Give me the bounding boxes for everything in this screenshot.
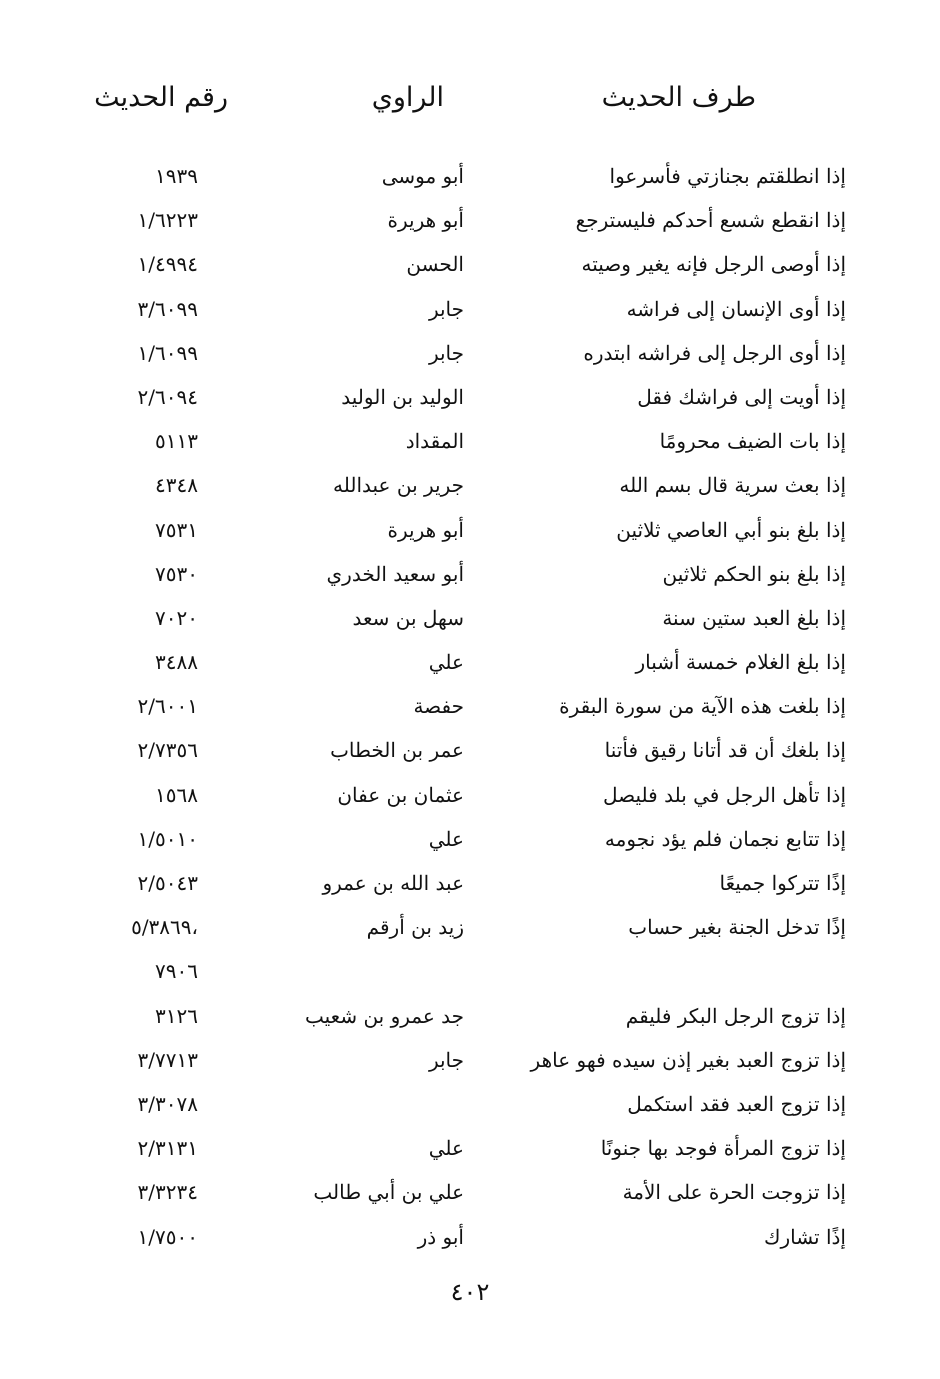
hadith-number-cell: ٢/٦٠٩٤ [137, 384, 198, 409]
hadith-number-cell: ١/٥٠١٠ [137, 826, 198, 851]
hadith-start-cell: إذًا تشارك [763, 1224, 846, 1249]
hadith-number-cell: ١/٦٢٢٣ [137, 208, 198, 233]
narrator-cell: أبو هريرة [387, 517, 464, 542]
hadith-start-cell: إذا أوى الرجل إلى فراشه ابتدره [583, 340, 846, 365]
table-row [0, 560, 940, 604]
narrator-cell: عمر بن الخطاب [330, 738, 464, 763]
table-row [0, 781, 940, 825]
table-row [0, 1002, 940, 1046]
hadith-number-cell: ٣١٢٦ [155, 1003, 198, 1028]
hadith-start-cell: إذا انطلقتم بجنازتي فأسرعوا [609, 164, 846, 188]
hadith-number-cell: ٧٥٣٠ [155, 561, 198, 586]
hadith-number-cell: ٣/٧٧١٣ [137, 1047, 198, 1072]
table-row [0, 869, 940, 913]
table-header [0, 82, 940, 132]
header-hadith-number: رقم الحديث [94, 82, 228, 113]
narrator-cell: الحسن [406, 252, 464, 277]
table-row [0, 295, 940, 339]
hadith-start-cell: إذا أوصى الرجل فإنه يغير وصيته [581, 252, 846, 277]
hadith-start-cell: إذا بعث سرية قال بسم الله [619, 473, 846, 498]
narrator-cell: الوليد بن الوليد [341, 384, 464, 409]
hadith-number-cell: ٧٠٢٠ [155, 605, 198, 630]
table-row [0, 250, 940, 294]
table-row [0, 1134, 940, 1178]
hadith-number-cell: ٢/٥٠٤٣ [137, 871, 198, 895]
narrator-cell: حفصة [413, 694, 464, 719]
narrator-cell: علي [428, 650, 464, 675]
narrator-cell: جرير بن عبدالله [333, 473, 464, 498]
hadith-start-cell: إذا تزوج الرجل البكر فليقم [625, 1003, 846, 1028]
hadith-start-cell: إذًا تدخل الجنة بغير حساب [628, 915, 846, 940]
hadith-number-cell: ١/٤٩٩٤ [137, 252, 198, 277]
table-row [0, 1090, 940, 1134]
hadith-start-cell: إذا تتابع نجمان فلم يؤد نجومه [604, 826, 846, 851]
hadith-start-cell: إذا تزوج العبد بغير إذن سيده فهو عاهر [530, 1047, 846, 1072]
hadith-start-cell: إذا تأهل الرجل في بلد فليصل [603, 782, 846, 807]
hadith-number-cell: ٢/٦٠٠١ [137, 694, 198, 719]
hadith-start-cell: إذا أوى الإنسان إلى فراشه [626, 296, 846, 321]
hadith-start-cell: إذا بلغ العبد ستين سنة [662, 605, 846, 630]
hadith-number-cell: ١٩٣٩ [155, 164, 198, 188]
hadith-number-cell: ٢/٧٣٥٦ [137, 738, 198, 763]
hadith-start-cell: إذا بات الضيف محرومًا [659, 429, 846, 454]
narrator-cell: علي [428, 1136, 464, 1161]
table-row [0, 339, 940, 383]
table-row [0, 1178, 940, 1222]
hadith-number-cell: ٣/٦٠٩٩ [137, 296, 198, 321]
hadith-start-cell: إذًا تتركوا جميعًا [719, 871, 846, 895]
hadith-start-cell: إذا تزوجت الحرة على الأمة [622, 1180, 846, 1205]
narrator-cell: زيد بن أرقم [366, 915, 464, 940]
hadith-index-table [0, 162, 940, 1267]
narrator-cell: علي بن أبي طالب [313, 1180, 464, 1205]
hadith-start-cell: إذا انقطع شسع أحدكم فليسترجع [575, 208, 846, 233]
narrator-cell: عثمان بن عفان [337, 782, 464, 807]
narrator-cell: أبو موسى [381, 164, 464, 188]
hadith-number-cell: ٢/٣١٣١ [137, 1136, 198, 1161]
table-row [0, 427, 940, 471]
hadith-number-cell: ٧٩٠٦ [155, 959, 198, 984]
table-row [0, 648, 940, 692]
hadith-start-cell: إذا بلغك أن قد أتانا رقيق فأتنا [604, 738, 846, 763]
header-narrator: الراوي [371, 82, 444, 113]
table-row [0, 206, 940, 250]
narrator-cell: أبو سعيد الخدري [326, 561, 464, 586]
table-row [0, 825, 940, 869]
narrator-cell: جد عمرو بن شعيب [305, 1003, 464, 1028]
table-row [0, 471, 940, 515]
narrator-cell: سهل بن سعد [352, 605, 464, 630]
header-hadith-start: طرف الحديث [601, 82, 756, 113]
hadith-number-cell: ٣٤٨٨ [155, 650, 198, 675]
table-row [0, 383, 940, 427]
narrator-cell: جابر [428, 296, 464, 321]
hadith-start-cell: إذا بلغ الغلام خمسة أشبار [635, 650, 846, 675]
hadith-number-cell: ١/٦٠٩٩ [137, 340, 198, 365]
hadith-number-cell: ١٥٦٨ [155, 782, 198, 807]
hadith-number-cell: ٥١١٣ [155, 429, 198, 454]
page-number: ٤٠٢ [450, 1278, 490, 1306]
table-row [0, 692, 940, 736]
hadith-start-cell: إذا تزوج المرأة فوجد بها جنونًا [600, 1136, 846, 1161]
narrator-cell: أبو هريرة [387, 208, 464, 233]
table-row [0, 1046, 940, 1090]
table-row [0, 516, 940, 560]
narrator-cell: المقداد [405, 429, 464, 454]
hadith-number-cell: ٣/٣٢٣٤ [137, 1180, 198, 1205]
narrator-cell: جابر [428, 1047, 464, 1072]
table-row [0, 913, 940, 957]
hadith-number-cell: ١/٧٥٠٠ [137, 1224, 198, 1249]
hadith-number-cell: ٥/٣٨٦٩، [131, 915, 198, 940]
narrator-cell: جابر [428, 340, 464, 365]
hadith-start-cell: إذا أويت إلى فراشك فقل [637, 384, 846, 409]
hadith-number-cell: ٤٣٤٨ [155, 473, 198, 498]
narrator-cell: أبو ذر [417, 1224, 464, 1249]
hadith-start-cell: إذا تزوج العبد فقد استكمل [627, 1091, 846, 1116]
table-row [0, 604, 940, 648]
hadith-number-cell: ٣/٣٠٧٨ [137, 1091, 198, 1116]
hadith-start-cell: إذا بلغت هذه الآية من سورة البقرة [559, 694, 846, 719]
table-row [0, 957, 940, 1001]
hadith-number-cell: ٧٥٣١ [155, 517, 198, 542]
narrator-cell: علي [428, 826, 464, 851]
hadith-start-cell: إذا بلغ بنو الحكم ثلاثين [662, 561, 846, 586]
hadith-start-cell: إذا بلغ بنو أبي العاصي ثلاثين [616, 517, 846, 542]
table-row [0, 1223, 940, 1267]
table-row [0, 162, 940, 206]
narrator-cell: عبد الله بن عمرو [322, 871, 464, 895]
table-row [0, 736, 940, 780]
